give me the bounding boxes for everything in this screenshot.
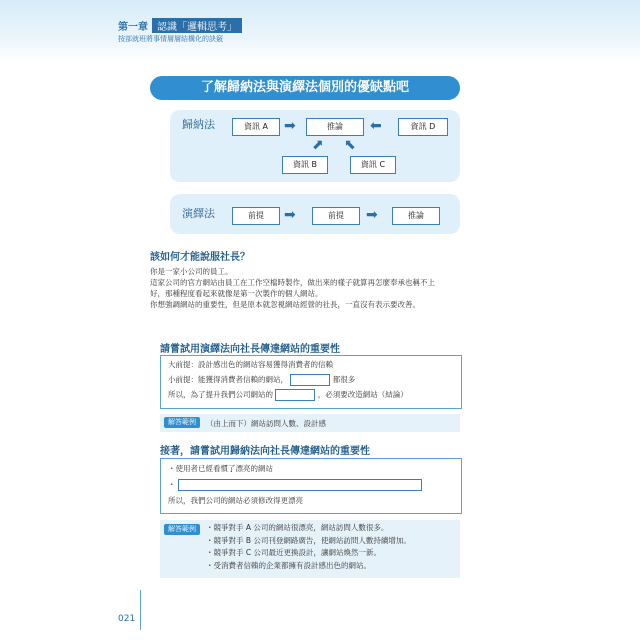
answer-item: ・受消費者信賴的企業都擁有設計感出色的網站。 bbox=[206, 560, 371, 570]
section-body bbox=[150, 266, 435, 310]
info-b-node: 資訊 B bbox=[282, 156, 328, 174]
induction-conclusion: 所以，我們公司的網站必須修改得更漂亮 bbox=[168, 496, 303, 505]
header-band bbox=[0, 0, 640, 62]
blank-input-2[interactable] bbox=[275, 389, 315, 401]
answer-tag-1: 解答範例 bbox=[164, 417, 200, 428]
chapter-heading bbox=[118, 18, 242, 33]
premise-node-1: 前提 bbox=[232, 207, 280, 225]
info-c-node: 資訊 C bbox=[350, 156, 396, 174]
body-line: 這家公司的官方網站由員工在工作空檔時製作，做出來的樣子就算再怎麼奉承也稱不上 bbox=[150, 278, 435, 287]
arrow-right-icon: ➡ bbox=[284, 118, 296, 134]
blank-input-1[interactable] bbox=[290, 374, 330, 386]
conclusion-text: 所以，為了提升我們公司網站的 bbox=[168, 390, 273, 399]
body-line: 好，那種程度看起來就像是第一次製作的個人網站。 bbox=[150, 289, 323, 298]
bullet: ・ bbox=[168, 480, 176, 489]
arrow-up-right-icon: ⬈ bbox=[312, 137, 324, 153]
minor-premise bbox=[168, 374, 355, 386]
blank-input-3[interactable] bbox=[178, 479, 422, 491]
blank-observation-line bbox=[168, 479, 422, 491]
inference-node: 推論 bbox=[306, 118, 364, 136]
minor-premise-text: 小前提：能獲得消費者信賴的網站， bbox=[168, 375, 288, 384]
answer-text-1: （由上而下）網站訪問人數、設計感 bbox=[206, 419, 326, 428]
conclusion-node: 推論 bbox=[392, 207, 440, 225]
body-line: 你想強調網站的重要性，但是原本就忽視網站經營的社長，一直沒有表示要改善。 bbox=[150, 300, 420, 309]
chapter-tag: 認識「邏輯思考」 bbox=[152, 18, 242, 33]
page-rule bbox=[140, 590, 141, 630]
inductive-label: 歸納法 bbox=[182, 118, 215, 131]
info-d-node: 資訊 D bbox=[398, 118, 448, 136]
conclusion-suffix: ，必須要改造網站（結論） bbox=[317, 390, 408, 399]
minor-premise-suffix: 都很多 bbox=[332, 375, 356, 384]
info-a-node: 資訊 A bbox=[232, 118, 280, 136]
exercise2-title: 接著，請嘗試用歸納法向社長傳達網站的重要性 bbox=[160, 446, 370, 457]
arrow-left-icon: ⬅ bbox=[370, 118, 382, 134]
major-premise: 大前提：設計感出色的網站容易獲得消費者的信賴 bbox=[168, 360, 333, 369]
chapter-number: 第一章 bbox=[118, 22, 148, 33]
chapter-subtitle: 按部就班將事情層層結構化的訣竅 bbox=[118, 35, 223, 43]
page-number: 021 bbox=[118, 614, 136, 624]
exercise1-title: 請嘗試用演繹法向社長傳達網站的重要性 bbox=[160, 344, 340, 355]
answer-tag-2: 解答範例 bbox=[164, 524, 200, 535]
arrow-up-left-icon: ⬉ bbox=[344, 137, 356, 153]
premise-node-2: 前提 bbox=[312, 207, 360, 225]
answer-list-2 bbox=[206, 522, 411, 572]
answer-item: ・競爭對手 A 公司的網站很漂亮，網站訪問人數很多。 bbox=[206, 523, 389, 532]
answer-item: ・競爭對手 C 公司最近更換設計，讓網站煥然一新。 bbox=[206, 548, 382, 557]
arrow-right-icon: ➡ bbox=[366, 207, 378, 223]
arrow-right-icon: ➡ bbox=[284, 207, 296, 223]
section-banner: 了解歸納法與演繹法個別的優缺點吧 bbox=[150, 76, 460, 100]
answer-item: ・競爭對手 B 公司刊登網路廣告，使網站訪問人數持續增加。 bbox=[206, 535, 411, 545]
section-title: 該如何才能說服社長？ bbox=[150, 252, 250, 263]
observation-line: ・使用者已經看慣了漂亮的網站 bbox=[168, 464, 273, 473]
deductive-label: 演繹法 bbox=[182, 207, 215, 220]
conclusion-line bbox=[168, 389, 408, 401]
body-line: 你是一家小公司的員工。 bbox=[150, 267, 233, 276]
